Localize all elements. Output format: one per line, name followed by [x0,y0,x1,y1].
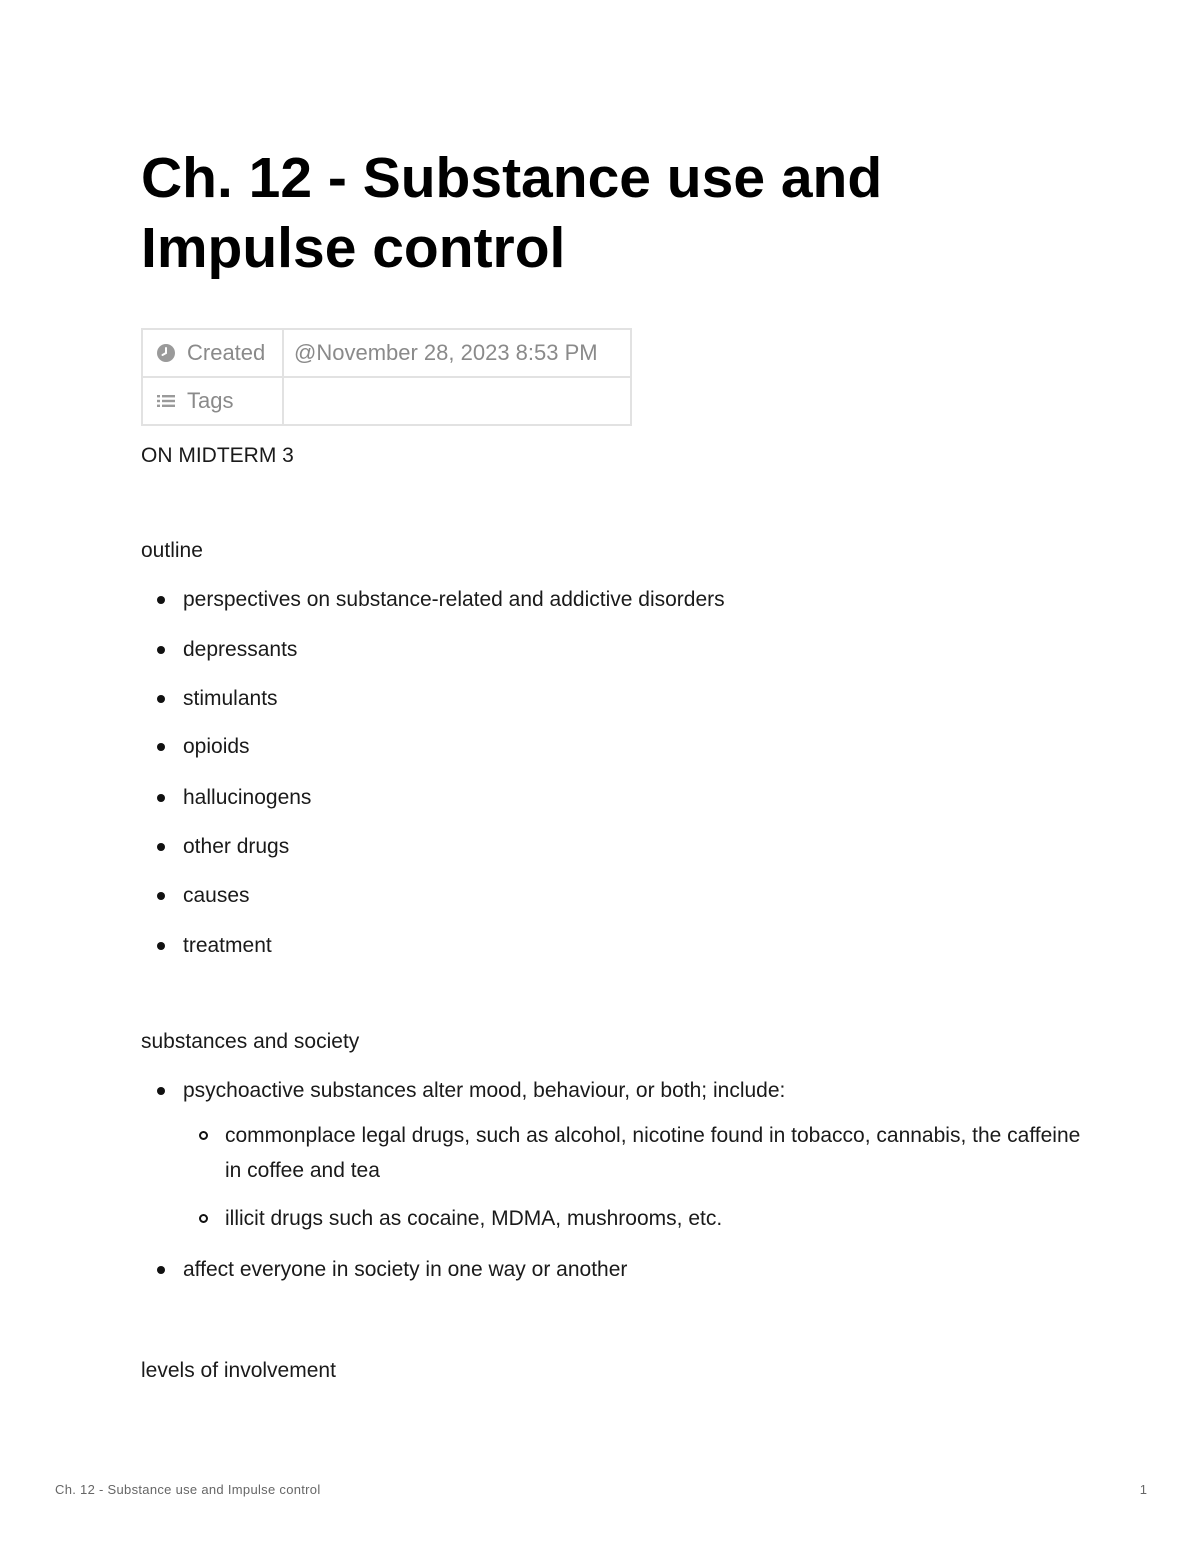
property-label-tags: Tags [187,388,234,413]
sub-list-item: illicit drugs such as cocaine, MDMA, mushrooms, etc. [183,1201,1081,1236]
bullet-icon [157,1266,165,1274]
property-label-created: Created [187,340,266,365]
bullet-icon [157,942,165,950]
bullet-icon [157,743,165,751]
midterm-note: ON MIDTERM 3 [141,444,294,467]
footer-title: Ch. 12 - Substance use and Impulse control [55,1482,321,1497]
list-item: treatment [141,932,1183,960]
list-item: causes [141,882,1183,910]
list-item: psychoactive substances alter mood, behaviour, or both; include: commonplace legal drugs, such as alcohol, nicotine found in tobacco, cannabis, the caffeine in coffee and tea illicit drugs such as cocaine, MDMA, mushrooms, etc. [141,1077,1081,1236]
bullet-icon [157,843,165,851]
society-heading: substances and society [141,1030,360,1053]
property-key-tags [142,377,283,425]
sub-list-item: commonplace legal drugs, such as alcohol, nicotine found in tobacco, cannabis, the caffeine in coffee and tea [183,1118,1081,1188]
list-item: hallucinogens [141,784,1183,812]
bullet-icon [157,646,165,654]
properties-table [141,328,632,426]
hollow-bullet-icon [199,1131,208,1140]
page-title [141,143,1041,283]
property-value-tags [283,377,631,425]
bullet-icon [157,794,165,802]
property-key-created [142,329,283,377]
bullet-icon [157,596,165,604]
levels-heading: levels of involvement [141,1359,336,1382]
page-title-line-1: Ch. 12 - Substance use and [141,146,883,210]
bullet-icon [157,1087,165,1095]
list-item: other drugs [141,833,1183,861]
bullet-icon [157,892,165,900]
property-value-created: @November 28, 2023 8:53 PM [283,329,631,377]
list-item: stimulants [141,685,1183,713]
property-row-tags [142,377,631,425]
bullet-icon [157,695,165,703]
property-row-created [142,329,631,377]
page-title-line-2: Impulse control [141,216,566,280]
hollow-bullet-icon [199,1214,208,1223]
outline-heading: outline [141,539,203,562]
society-sublist [183,1118,1081,1236]
list-item: depressants [141,636,1183,664]
page-number: 1 [1139,1482,1147,1497]
list-item: affect everyone in society in one way or another [141,1256,1081,1284]
clock-icon [155,342,177,364]
list-icon [155,390,177,412]
list-item: perspectives on substance-related and addictive disorders [141,586,1183,614]
list-item: opioids [141,733,1183,761]
society-list [141,1077,1081,1284]
